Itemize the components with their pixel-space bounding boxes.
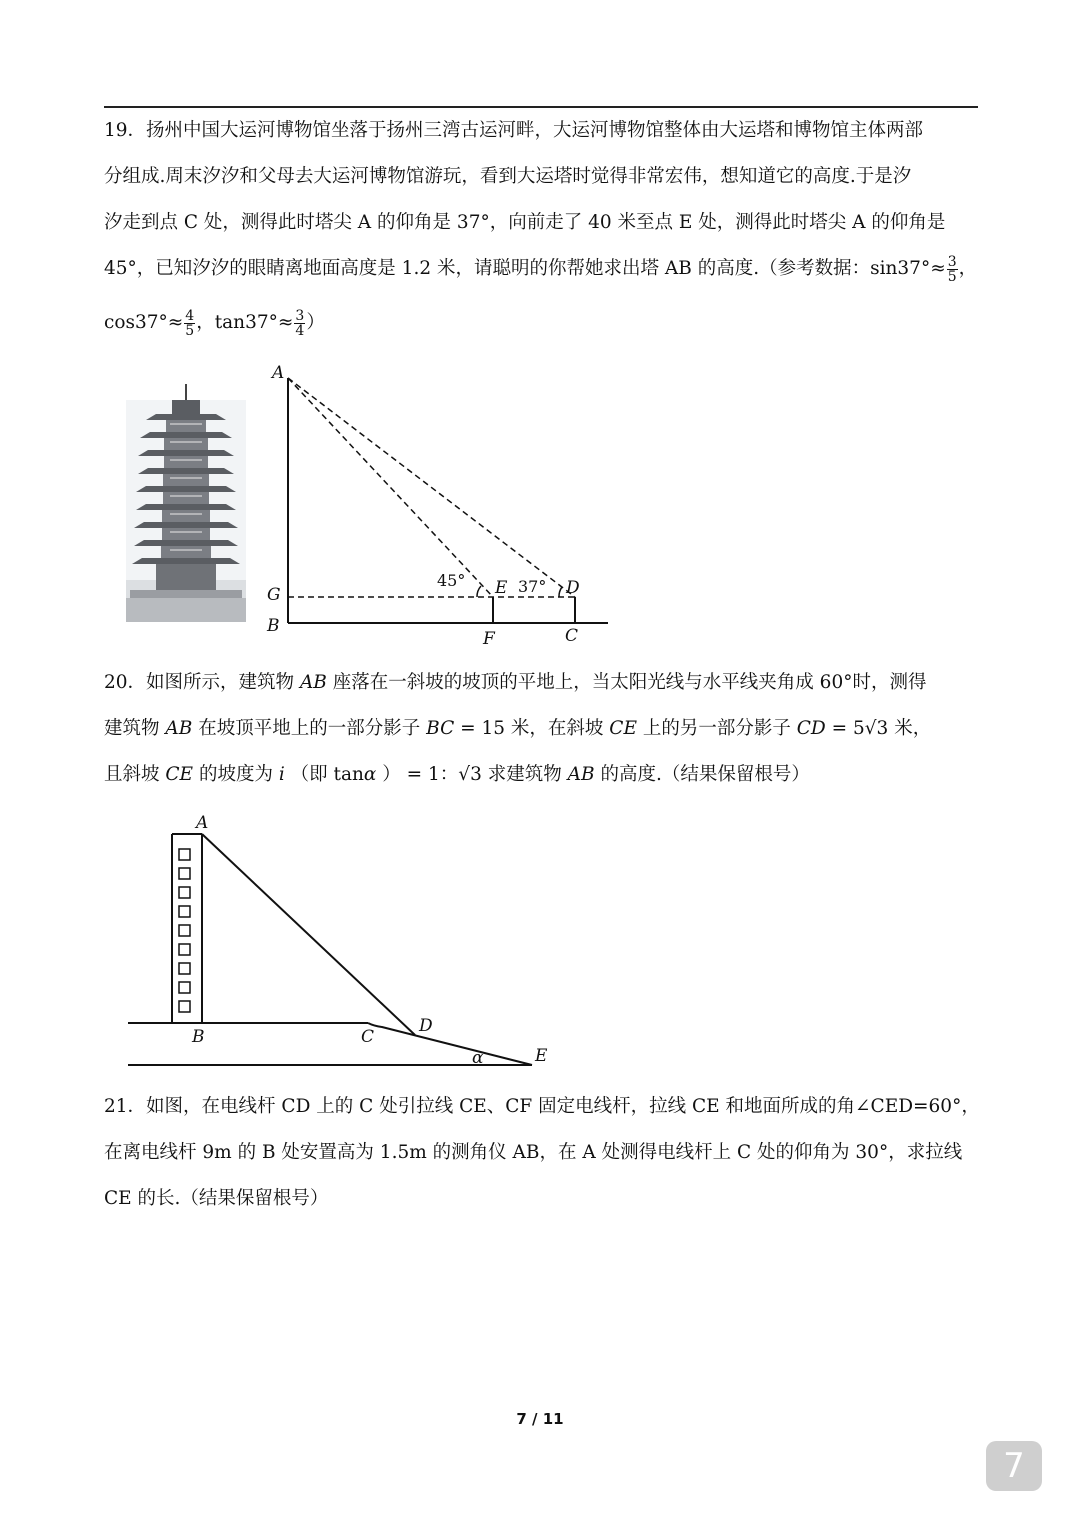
fig20-label-alpha: α [472, 1048, 484, 1068]
q19-line-2: 分组成.周末汐汐和父母去大运河博物馆游玩，看到大运塔时觉得非常宏伟，想知道它的高度.于是汐 [104, 166, 912, 187]
fig20-label-a: A [196, 813, 209, 833]
fig19-label-d: D [566, 578, 580, 598]
fig19-angle-37: 37° [518, 577, 547, 596]
fig19-label-e: E [495, 578, 508, 598]
fig20-label-d: D [419, 1016, 433, 1036]
fig20-label-e: E [535, 1046, 548, 1066]
fig20-windows [179, 849, 190, 1012]
fraction-sin: $\frac{3}{5}$ [947, 253, 957, 285]
figure-20-diagram [120, 810, 570, 1075]
fig19-label-c: C [565, 626, 579, 646]
figure-19-diagram [255, 360, 615, 650]
q19-line-5: cos37°≈ $\frac{4}{5}$ ，tan37°≈ $\frac{3}{4}$ ） [104, 307, 325, 339]
fig19-label-f: F [483, 629, 495, 649]
q20-line-3: 且斜坡 CE 的坡度为 i （即 tanα ） = 1：√3 求建筑物 AB 的高度.（结果保留根号） [104, 764, 810, 785]
fig19-label-g: G [267, 585, 281, 605]
fig20-sunray-ad [202, 834, 415, 1035]
q19-line-4: 45°，已知汐汐的眼睛离地面高度是 1.2 米，请聪明的你帮她求出塔 AB 的高度.（参考数据：sin37°≈ $\frac{3}{5}$ ， [104, 253, 978, 285]
page-number: 7 / 11 [516, 1410, 564, 1428]
fig19-label-b: B [267, 616, 280, 636]
fig20-slope-ce [368, 1023, 532, 1065]
fig19-angle-45: 45° [437, 571, 466, 590]
q21-line-3: CE 的长.（结果保留根号） [104, 1188, 329, 1209]
fig19-angle-arc-d [559, 587, 562, 597]
question-19-text [104, 108, 978, 346]
pagoda-photo [126, 380, 246, 622]
fig20-label-c: C [361, 1027, 375, 1047]
q19-line-1: 19．扬州中国大运河博物馆坐落于扬州三湾古运河畔，大运河博物馆整体由大运塔和博物馆主体两部 [104, 120, 924, 141]
fig19-angle-arc-e [477, 586, 481, 597]
fig20-label-b: B [192, 1027, 205, 1047]
q21-line-1: 21．如图，在电线杆 CD 上的 C 处引拉线 CE、CF 固定电线杆，拉线 CE 和地面所成的角∠CED=60°， [104, 1096, 980, 1117]
question-21-text [104, 1084, 978, 1222]
question-20-text [104, 660, 978, 798]
q21-line-2: 在离电线杆 9m 的 B 处安置高为 1.5m 的测角仪 AB，在 A 处测得电线杆上 C 处的仰角为 30°，求拉线 [104, 1142, 963, 1163]
fig19-label-a: A [272, 363, 285, 383]
q19-line-3: 汐走到点 C 处，测得此时塔尖 A 的仰角是 37°，向前走了 40 米至点 E 处，测得此时塔尖 A 的仰角是 [104, 212, 946, 233]
page-badge: 7 [986, 1441, 1042, 1491]
fraction-cos: $\frac{4}{5}$ [185, 307, 195, 339]
fig19-line-ad [288, 378, 575, 597]
q20-line-1: 20．如图所示，建筑物 AB 座落在一斜坡的坡顶的平地上，当太阳光线与水平线夹角成 60°时，测得 [104, 672, 927, 693]
fig19-line-ae [288, 378, 493, 597]
fraction-tan: $\frac{3}{4}$ [295, 307, 305, 339]
q20-line-2: 建筑物 AB 在坡顶平地上的一部分影子 BC = 15 米，在斜坡 CE 上的另一部分影子 CD = 5√3 米， [104, 718, 932, 739]
